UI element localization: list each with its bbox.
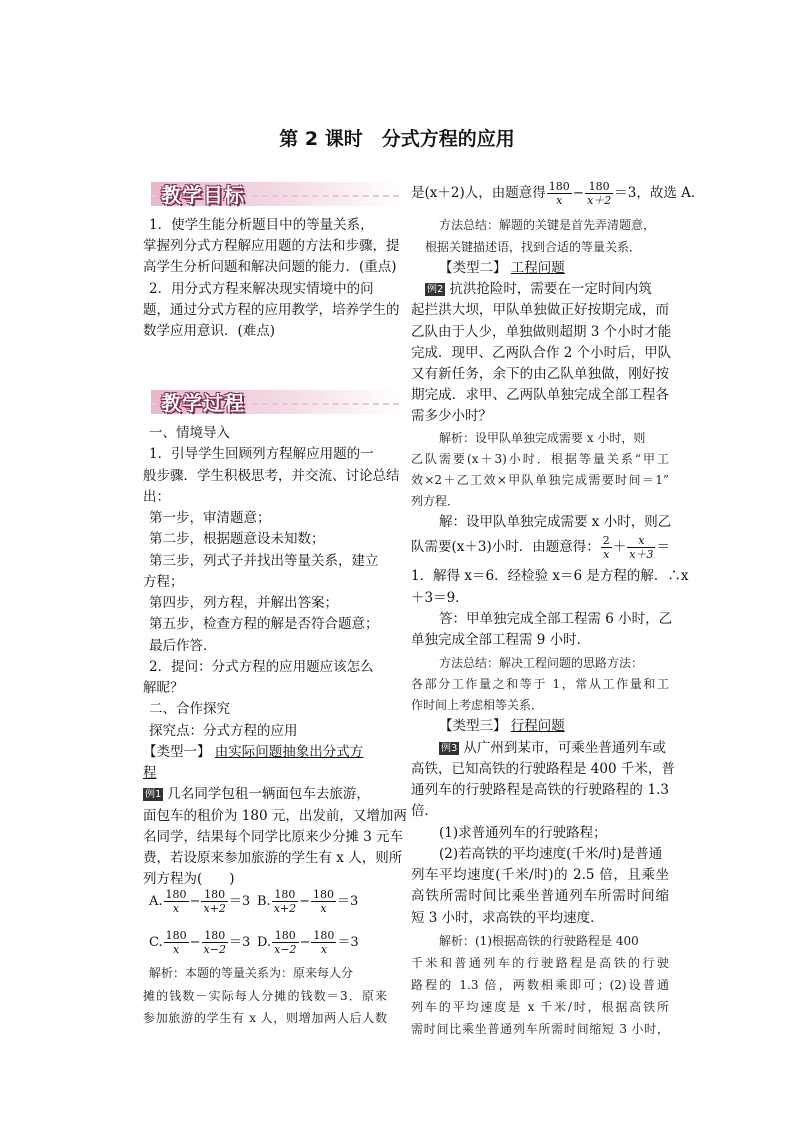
example2-line: 起拦洪大坝，甲队单独做正好按期完成，而 (411, 302, 669, 318)
process-line: 2．提问：分式方程的应用题应该怎么 (149, 659, 374, 675)
example3-line: (2)若高铁的平均速度(千米/时)是普通 (439, 846, 663, 862)
solution2-line: 解：设甲队单独完成需要 x 小时，则乙 (439, 514, 672, 530)
example2-line: 又有新任务，余下的由乙队单独做，刚好按 (411, 366, 669, 382)
type2-label: 【类型二】 (439, 260, 507, 276)
goal-line: 题，通过分式方程的应用教学，培养学生的 (143, 302, 400, 318)
method2-line: 方法总结：解决工程问题的思路方法： (439, 656, 644, 670)
type2-heading (439, 258, 565, 279)
solution2-line: 队需要(x＋3)小时．由题意得： $\frac{2}{x}$ ＋ $\frac{x}{x+3}$ ＝ (411, 534, 670, 561)
option-a: A. $\frac{180}{x}$ − $\frac{180}{x+2}$ ＝3 (149, 888, 251, 915)
example1-line: 例1 几名同学包租一辆面包车去旅游， (145, 786, 370, 802)
example3-line: 通列车的行驶路程是高铁的行驶路程的 1.3 (411, 782, 669, 798)
method2-line: 作时间上考虑相等关系． (411, 698, 544, 712)
analysis1-line: 参加旅游的学生有 x 人，则增加两人后人数 (143, 1011, 387, 1025)
type2-title: 工程问题 (510, 260, 565, 276)
process-line: 第三步，列式子并找出等量关系，建立 (149, 553, 379, 569)
type3-title: 行程问题 (510, 718, 565, 734)
analysis3-line: 需时间比乘坐普通列车所需时间缩短 3 小时， (411, 1022, 669, 1036)
goal-line: 数学应用意识．(难点) (143, 323, 276, 339)
option-b: B. $\frac{180}{x+2}$ − $\frac{180}{x}$ ＝3 (257, 888, 359, 915)
method2-line: 各部分工作量之和等于 1，常从工作量和工 (411, 677, 669, 691)
example2-line: 期完成．求甲、乙两队单独完成全部工程各 (411, 387, 669, 403)
type1-heading (143, 742, 363, 763)
process-line: 最后作答． (149, 638, 217, 654)
example1-line: 费，若设原来参加旅游的学生有 x 人，则所 (143, 850, 403, 866)
analysis2-line: 列方程． (411, 494, 460, 508)
type1-label: 【类型一】 (143, 744, 211, 760)
goals-banner: 教学目标 (151, 182, 399, 206)
page-title: 第 2 课时 分式方程的应用 (279, 128, 515, 150)
example3-line: 倍． (411, 803, 438, 819)
process-line: 第二步，根据题意设未知数； (149, 531, 325, 547)
analysis2-line: 乙队需要(x＋3)小时．根据等量关系“甲工 (411, 452, 669, 466)
process-line: 探究点：分式方程的应用 (149, 723, 298, 739)
analysis2-line: 效×2＋乙工效×甲队单独完成需要时间＝1” (411, 473, 669, 487)
solution2-line: 1．解得 x＝6．经检验 x＝6 是方程的解．∴x (411, 568, 689, 584)
process-line: 第一步，审清题意； (149, 510, 271, 526)
method1-line: 根据关键描述语，找到合适的等量关系． (425, 240, 642, 254)
option-c: C. $\frac{180}{x}$ − $\frac{180}{x-2}$ ＝3 (149, 929, 251, 956)
analysis1-line: 摊的钱数－实际每人分摊的钱数＝3．原来 (143, 989, 387, 1003)
process-line: 一、情境导入 (149, 425, 230, 441)
example2-badge: 例2 (427, 284, 444, 295)
solution2-line: ＋3＝9． (411, 590, 469, 606)
example3-line: 短 3 小时，求高铁的平均速度． (411, 910, 604, 926)
type1-title-cont: 程 (143, 765, 157, 781)
example1-badge: 例1 (145, 789, 162, 800)
analysis2-line: 解析：设甲队单独完成需要 x 小时，则 (439, 431, 646, 445)
example1-line: 名同学，结果每个同学比原来少分摊 3 元车 (143, 829, 404, 845)
option-d: D. $\frac{180}{x-2}$ − $\frac{180}{x}$ ＝3 (257, 929, 359, 956)
example2-line: 需多少小时？ (411, 408, 492, 424)
goal-line: 2．用分式方程来解决现实情境中的问 (149, 281, 374, 297)
method1-line: 方法总结：解题的关键是首先弄清题意， (439, 218, 656, 232)
example3-line: (1)求普通列车的行驶路程； (439, 825, 607, 841)
answer2-line: 答：甲单独完成全部工程需 6 小时，乙 (439, 611, 673, 627)
type1-title: 由实际问题抽象出分式方 (214, 744, 364, 760)
process-line: 解昵？ (143, 680, 184, 696)
process-line: 第五步，检查方程的解是否符合题意； (149, 616, 379, 632)
goal-line: 掌握列分式方程解应用题的方法和步骤，提 (143, 238, 400, 254)
analysis3-line: 千米和普通列车的行驶路程是高铁的行驶 (411, 956, 669, 970)
example3-line: 高铁所需时间比乘坐普通列车所需时间缩 (411, 888, 669, 904)
example2-line: 完成．现甲、乙两队合作 2 个小时后，甲队 (411, 345, 672, 361)
analysis3-line: 解析：(1)根据高铁的行驶路程是 400 (439, 934, 639, 948)
process-line: 第四步，列方程，并解出答案； (149, 595, 338, 611)
analysis1-line: 解析：本题的等量关系为：原来每人分 (149, 966, 354, 980)
process-line: 二、合作探究 (149, 701, 230, 717)
analysis1-cont: 是(x＋2)人，由题意得 $\frac{180}{x}$ − $\frac{180}{x+2}$ ＝3，故选 A． (411, 180, 705, 207)
analysis3-line: 列车的平均速度是 x 千米/时，根据高铁所 (411, 1000, 669, 1014)
goal-line: 1．使学生能分析题目中的等量关系， (149, 217, 374, 233)
answer2-line: 单独完成全部工程需 9 小时． (411, 632, 591, 648)
example2-line: 乙队由于人少，单独做则超期 3 个小时才能 (411, 324, 672, 340)
type3-heading (439, 716, 565, 737)
example3-line: 高铁，已知高铁的行驶路程是 400 千米，普 (411, 761, 675, 777)
process-banner: 教学过程 (151, 390, 399, 414)
example1-line: 面包车的租价为 180 元，出发前，又增加两 (143, 808, 407, 824)
example1-line: 列方程为( ) (143, 871, 235, 887)
process-line: 般步骤．学生积极思考，并交流、讨论总结 (143, 468, 400, 484)
process-line: 出： (143, 489, 170, 505)
goal-line: 高学生分析问题和解决问题的能力．(重点) (143, 259, 397, 275)
type3-label: 【类型三】 (439, 718, 507, 734)
example3-line: 列车平均速度(千米/时)的 2.5 倍，且乘坐 (411, 867, 669, 883)
process-line: 方程； (143, 574, 184, 590)
example3-badge: 例3 (441, 743, 458, 754)
process-line: 1．引导学生回顾列方程解应用题的一 (149, 446, 374, 462)
example3-line: 例3 从广州到某市，可乘坐普通列车或 (441, 740, 666, 756)
analysis3-line: 路程的 1.3 倍，两数相乘即可；(2)设普通 (411, 978, 669, 992)
example2-line: 例2 抗洪抢险时，需要在一定时间内筑 (427, 281, 652, 297)
